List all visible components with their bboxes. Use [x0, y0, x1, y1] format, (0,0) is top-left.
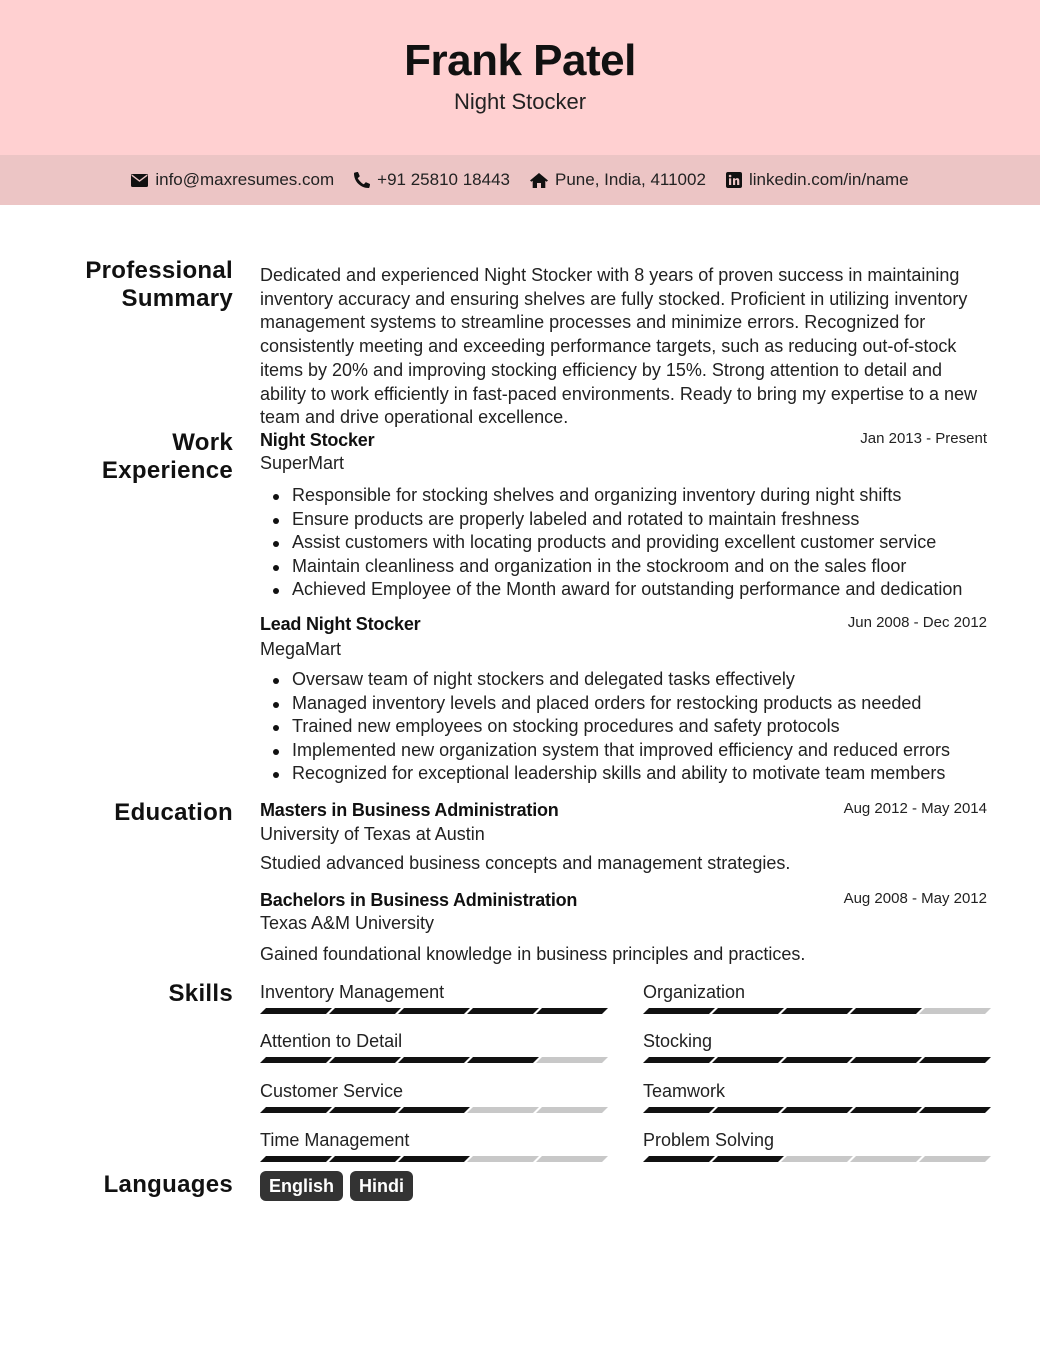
- skill-rating-segment: [260, 1057, 332, 1063]
- candidate-title: Night Stocker: [453, 89, 587, 114]
- education-dates: Aug 2008 - May 2012: [843, 890, 987, 907]
- skill-rating-segment: [536, 1156, 608, 1162]
- section-title-languages: Languages: [103, 1171, 233, 1198]
- contact-linkedin-text: linkedin.com/in/name: [748, 170, 909, 189]
- list-item: Responsible for stocking shelves and organizing inventory during night shifts: [260, 484, 987, 508]
- skill-rating-segment: [260, 1156, 332, 1162]
- skill-rating-segment: [329, 1008, 401, 1014]
- skill-item: [643, 1080, 986, 1102]
- job-title: Lead Night Stocker: [260, 614, 421, 634]
- skill-rating-segment: [850, 1156, 922, 1162]
- list-item: Oversaw team of night stockers and delegated tasks effectively: [260, 668, 987, 692]
- section-title-work: [102, 429, 233, 485]
- list-item: Maintain cleanliness and organization in the stockroom and on the sales floor: [260, 555, 987, 579]
- skill-rating-bar: [260, 1008, 603, 1014]
- skill-rating-segment: [919, 1057, 991, 1063]
- skill-rating-bar: [260, 1156, 603, 1162]
- home-icon: [530, 173, 548, 188]
- language-badge: English: [260, 1171, 343, 1201]
- skill-name: Organization: [643, 982, 746, 1002]
- skill-rating-segment: [781, 1057, 853, 1063]
- contact-phone-text: +91 25810 18443: [377, 170, 510, 189]
- list-item: Managed inventory levels and placed orders for restocking products as needed: [260, 692, 987, 716]
- candidate-name: Frank Patel: [404, 36, 636, 85]
- resume-header: [0, 0, 1040, 155]
- skill-rating-segment: [850, 1057, 922, 1063]
- list-item: Implemented new organization system that improved efficiency and reduced errors: [260, 739, 987, 763]
- skill-rating-segment: [467, 1057, 539, 1063]
- skill-rating-bar: [260, 1107, 603, 1113]
- list-item: Ensure products are properly labeled and rotated to maintain freshness: [260, 508, 987, 532]
- skill-rating-segment: [398, 1156, 470, 1162]
- skill-rating-bar: [643, 1107, 986, 1113]
- education-description: Gained foundational knowledge in business principles and practices.: [260, 944, 806, 964]
- skill-name: Time Management: [260, 1130, 410, 1150]
- summary-text: Dedicated and experienced Night Stocker with 8 years of proven success in maintaining inventory accuracy and ensuring shelves are fully stocked. Proficient in utilizing inventory management systems to streamline processes and minimize errors. Recognized for consistently meeting and exceeding performance targets, such as reducing out-of-stock items by 20% and improving stocking efficiency by 15%. Strong attention to detail and ability to work efficiently in fast-paced environments. Ready to bring my expertise to a new team and drive operational excellence.: [260, 265, 978, 428]
- skill-rating-segment: [850, 1008, 922, 1014]
- job-dates: Jan 2013 - Present: [860, 430, 987, 447]
- education-entry: [260, 890, 987, 911]
- skill-rating-segment: [781, 1008, 853, 1014]
- contact-bar: [0, 155, 1040, 205]
- degree-title: Bachelors in Business Administration: [260, 890, 578, 910]
- skill-rating-segment: [260, 1107, 332, 1113]
- job-company: MegaMart: [260, 639, 342, 659]
- skill-rating-segment: [712, 1008, 784, 1014]
- contact-address: [530, 170, 706, 190]
- skill-name: Teamwork: [643, 1081, 726, 1101]
- contact-phone[interactable]: [354, 170, 510, 190]
- skill-rating-segment: [329, 1107, 401, 1113]
- skill-rating-segment: [781, 1107, 853, 1113]
- section-title-line: Work: [172, 429, 233, 456]
- skill-rating-segment: [536, 1107, 608, 1113]
- section-title-line: Experience: [101, 457, 233, 484]
- list-item: Trained new employees on stocking procedures and safety protocols: [260, 715, 987, 739]
- education-entry: [260, 800, 987, 821]
- skill-rating-segment: [919, 1107, 991, 1113]
- section-title-line: Summary: [121, 285, 233, 312]
- skill-rating-segment: [398, 1057, 470, 1063]
- skill-item: [260, 1080, 603, 1102]
- section-title-skills: Skills: [168, 980, 233, 1007]
- skill-name: Problem Solving: [643, 1130, 775, 1150]
- skill-rating-segment: [919, 1008, 991, 1014]
- contact-linkedin[interactable]: [726, 170, 909, 190]
- language-badge: Hindi: [350, 1171, 413, 1201]
- skill-rating-segment: [467, 1008, 539, 1014]
- skill-rating-segment: [467, 1156, 539, 1162]
- skill-rating-segment: [536, 1057, 608, 1063]
- skill-name: Attention to Detail: [260, 1031, 403, 1051]
- education-description: Studied advanced business concepts and management strategies.: [260, 853, 791, 873]
- skill-rating-bar: [643, 1156, 986, 1162]
- language-list: [260, 1171, 413, 1201]
- skill-rating-bar: [643, 1008, 986, 1014]
- skill-rating-segment: [329, 1156, 401, 1162]
- skill-rating-segment: [260, 1008, 332, 1014]
- skill-item: [643, 981, 986, 1003]
- job-entry: [260, 430, 987, 451]
- linkedin-icon: [726, 172, 742, 188]
- skill-rating-segment: [536, 1008, 608, 1014]
- skill-name: Inventory Management: [260, 982, 445, 1002]
- section-title-summary: [85, 257, 233, 313]
- contact-email-text: info@maxresumes.com: [155, 170, 335, 189]
- skill-item: [260, 1129, 603, 1151]
- skill-rating-segment: [398, 1008, 470, 1014]
- list-item: Recognized for exceptional leadership skills and ability to motivate team members: [260, 762, 987, 786]
- job-company: SuperMart: [260, 453, 345, 473]
- skill-rating-segment: [643, 1156, 715, 1162]
- skill-rating-segment: [919, 1156, 991, 1162]
- section-title-education: Education: [114, 799, 233, 826]
- job-dates: Jun 2008 - Dec 2012: [847, 614, 987, 631]
- skill-rating-segment: [643, 1008, 715, 1014]
- school-name: University of Texas at Austin: [260, 824, 485, 844]
- envelope-icon: [131, 174, 148, 187]
- list-item: Achieved Employee of the Month award for outstanding performance and dedication: [260, 578, 987, 602]
- skill-rating-segment: [643, 1107, 715, 1113]
- skill-rating-bar: [260, 1057, 603, 1063]
- skill-rating-bar: [643, 1057, 986, 1063]
- skill-name: Stocking: [643, 1031, 713, 1051]
- contact-address-text: Pune, India, 411002: [555, 170, 706, 189]
- degree-title: Masters in Business Administration: [260, 800, 559, 820]
- skill-rating-segment: [398, 1107, 470, 1113]
- skill-item: [643, 1129, 986, 1151]
- skill-rating-segment: [712, 1107, 784, 1113]
- contact-email[interactable]: [131, 170, 334, 190]
- skill-rating-segment: [850, 1107, 922, 1113]
- list-item: Assist customers with locating products and providing excellent customer service: [260, 531, 987, 555]
- skill-item: [260, 981, 603, 1003]
- skill-item: [260, 1030, 603, 1052]
- skill-name: Customer Service: [260, 1081, 404, 1101]
- skill-rating-segment: [712, 1156, 784, 1162]
- phone-icon: [354, 172, 370, 188]
- school-name: Texas A&M University: [260, 913, 435, 933]
- section-title-line: Professional: [85, 257, 233, 284]
- job-bullets: [260, 668, 987, 786]
- skill-rating-segment: [329, 1057, 401, 1063]
- job-bullets: [260, 484, 987, 602]
- job-title: Night Stocker: [260, 430, 375, 450]
- education-dates: Aug 2012 - May 2014: [843, 800, 987, 817]
- skill-rating-segment: [781, 1156, 853, 1162]
- skill-rating-segment: [643, 1057, 715, 1063]
- job-entry: [260, 614, 987, 635]
- skill-rating-segment: [467, 1107, 539, 1113]
- skill-item: [643, 1030, 986, 1052]
- skill-rating-segment: [712, 1057, 784, 1063]
